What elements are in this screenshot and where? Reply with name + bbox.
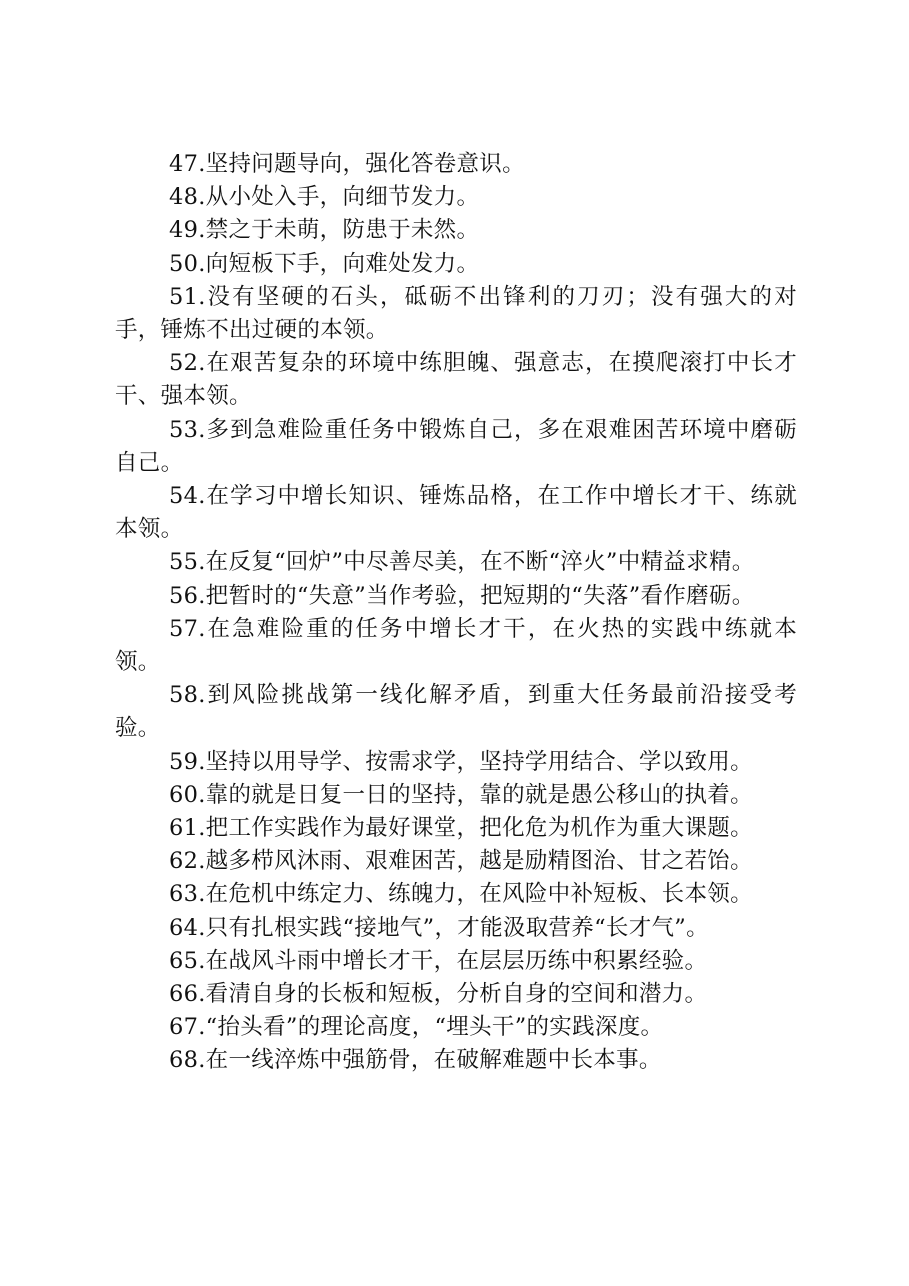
document-body xyxy=(115,148,797,1078)
paragraph-52: 52.在艰苦复杂的环境中练胆魄、强意志，在摸爬滚打中长才干、强本领。 xyxy=(115,350,797,410)
paragraph-54: 54.在学习中增长知识、锤炼品格，在工作中增长才干、练就本领。 xyxy=(115,483,797,543)
paragraph-64: 64.只有扎根实践“接地气”，才能汲取营养“长才气”。 xyxy=(169,914,709,941)
paragraph-51: 51.没有坚硬的石头，砥砺不出锋利的刀刃；没有强大的对手，锤炼不出过硬的本领。 xyxy=(115,283,797,344)
paragraph-67: 67.“抬头看”的理论高度，“埋头干”的实践深度。 xyxy=(169,1014,664,1041)
paragraph-60: 60.靠的就是日复一日的坚持，靠的就是愚公移山的执着。 xyxy=(169,781,753,808)
paragraph-48: 48.从小处入手，向细节发力。 xyxy=(169,184,480,211)
paragraph-66: 66.看清自身的长板和短板，分析自身的空间和潜力。 xyxy=(169,981,708,1008)
paragraph-56: 56.把暂时的“失意”当作考验，把短期的“失落”看作磨砺。 xyxy=(169,582,755,609)
paragraph-49: 49.禁之于未萌，防患于未然。 xyxy=(169,217,480,244)
paragraph-57: 57.在急难险重的任务中增长才干，在火热的实践中练就本领。 xyxy=(115,615,797,676)
paragraph-68: 68.在一线淬炼中强筋骨，在破解难题中长本事。 xyxy=(169,1047,662,1074)
paragraph-62: 62.越多栉风沐雨、艰难困苦，越是励精图治、甘之若饴。 xyxy=(169,848,753,875)
paragraph-58: 58.到风险挑战第一线化解矛盾，到重大任务最前沿接受考验。 xyxy=(115,682,797,742)
paragraph-53: 53.多到急难险重任务中锻炼自己，多在艰难困苦环境中磨砺自己。 xyxy=(115,416,797,476)
paragraph-61: 61.把工作实践作为最好课堂，把化危为机作为重大课题。 xyxy=(169,815,753,842)
paragraph-65: 65.在战风斗雨中增长才干，在层层历练中积累经验。 xyxy=(169,947,708,974)
paragraph-59: 59.坚持以用导学、按需求学，坚持学用结合、学以致用。 xyxy=(169,748,753,775)
paragraph-47: 47.坚持问题导向，强化答卷意识。 xyxy=(169,151,525,177)
paragraph-55: 55.在反复“回炉”中尽善尽美，在不断“淬火”中精益求精。 xyxy=(169,549,755,576)
paragraph-50: 50.向短板下手，向难处发力。 xyxy=(169,250,480,277)
paragraph-63: 63.在危机中练定力、练魄力，在风险中补短板、长本领。 xyxy=(169,881,753,908)
